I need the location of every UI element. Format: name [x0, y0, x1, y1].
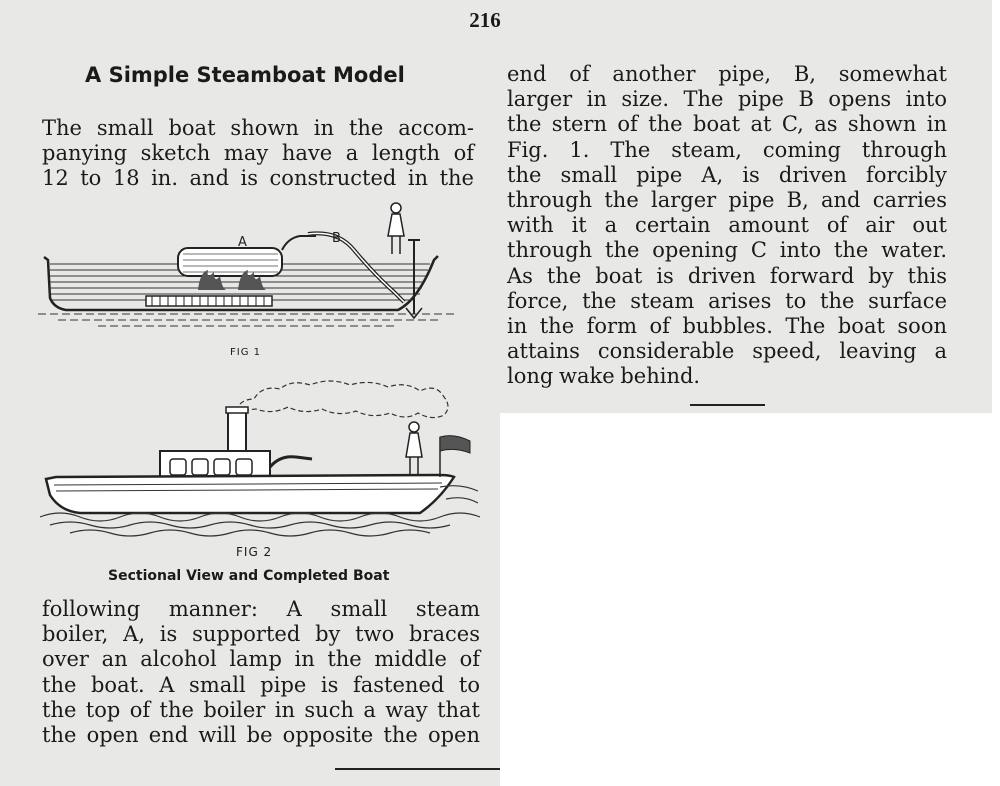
text-line: panying sketch may have a length of: [42, 141, 474, 166]
text-line: boiler, A, is supported by two braces: [42, 622, 480, 647]
text-line last-line: long wake behind.: [507, 364, 701, 389]
text-line: The small boat shown in the accom-: [42, 116, 474, 140]
text-line: force, the steam arises to the surface: [507, 288, 947, 313]
text-line: the open end will be opposite the open: [42, 723, 480, 748]
text-line: the stern of the boat at C, as shown in: [507, 112, 947, 137]
text-line: with it a certain amount of air out: [507, 213, 947, 238]
text-line: the small pipe A, is driven forcibly: [507, 162, 947, 187]
text-line: Fig. 1. The steam, coming through: [507, 137, 947, 162]
pipe-b-label: B: [332, 231, 341, 246]
intro-paragraph: [42, 116, 474, 192]
figure-2-completed-boat: [40, 375, 480, 540]
text-line: following manner: A small steam: [42, 597, 480, 621]
page-number: 216: [469, 8, 501, 32]
text-line: in the form of bubbles. The boat soon: [507, 314, 947, 339]
article-title: A Simple Steamboat Model: [85, 63, 405, 87]
section-divider: [690, 404, 765, 406]
text-line: As the boat is driven forward by this: [507, 263, 947, 288]
left-column-paragraph: [42, 597, 480, 748]
text-line: the boat. A small pipe is fastened to: [42, 672, 480, 697]
text-line: larger in size. The pipe B opens into: [507, 87, 947, 112]
figure-caption: Sectional View and Completed Boat: [108, 568, 390, 584]
figure-2-label: FIG 2: [236, 545, 273, 559]
text-line: 12 to 18 in. and is constructed in the: [42, 166, 474, 191]
text-line: through the larger pipe B, and carries: [507, 188, 947, 213]
section-divider: [335, 768, 500, 770]
text-line: attains considerable speed, leaving a: [507, 339, 947, 364]
pipe-a-label: A: [238, 235, 247, 250]
blank-area: [500, 776, 1000, 786]
blank-area: [500, 413, 992, 786]
figure-1-sectional-view: [38, 200, 470, 330]
text-line: end of another pipe, B, somewhat: [507, 62, 947, 86]
right-column-paragraph: [507, 62, 947, 390]
blank-area: [992, 0, 1000, 786]
text-line: over an alcohol lamp in the middle of: [42, 647, 480, 672]
figure-1-label: FIG 1: [230, 347, 261, 358]
text-line: the top of the boiler in such a way that: [42, 697, 480, 722]
text-line: through the opening C into the water.: [507, 238, 947, 263]
